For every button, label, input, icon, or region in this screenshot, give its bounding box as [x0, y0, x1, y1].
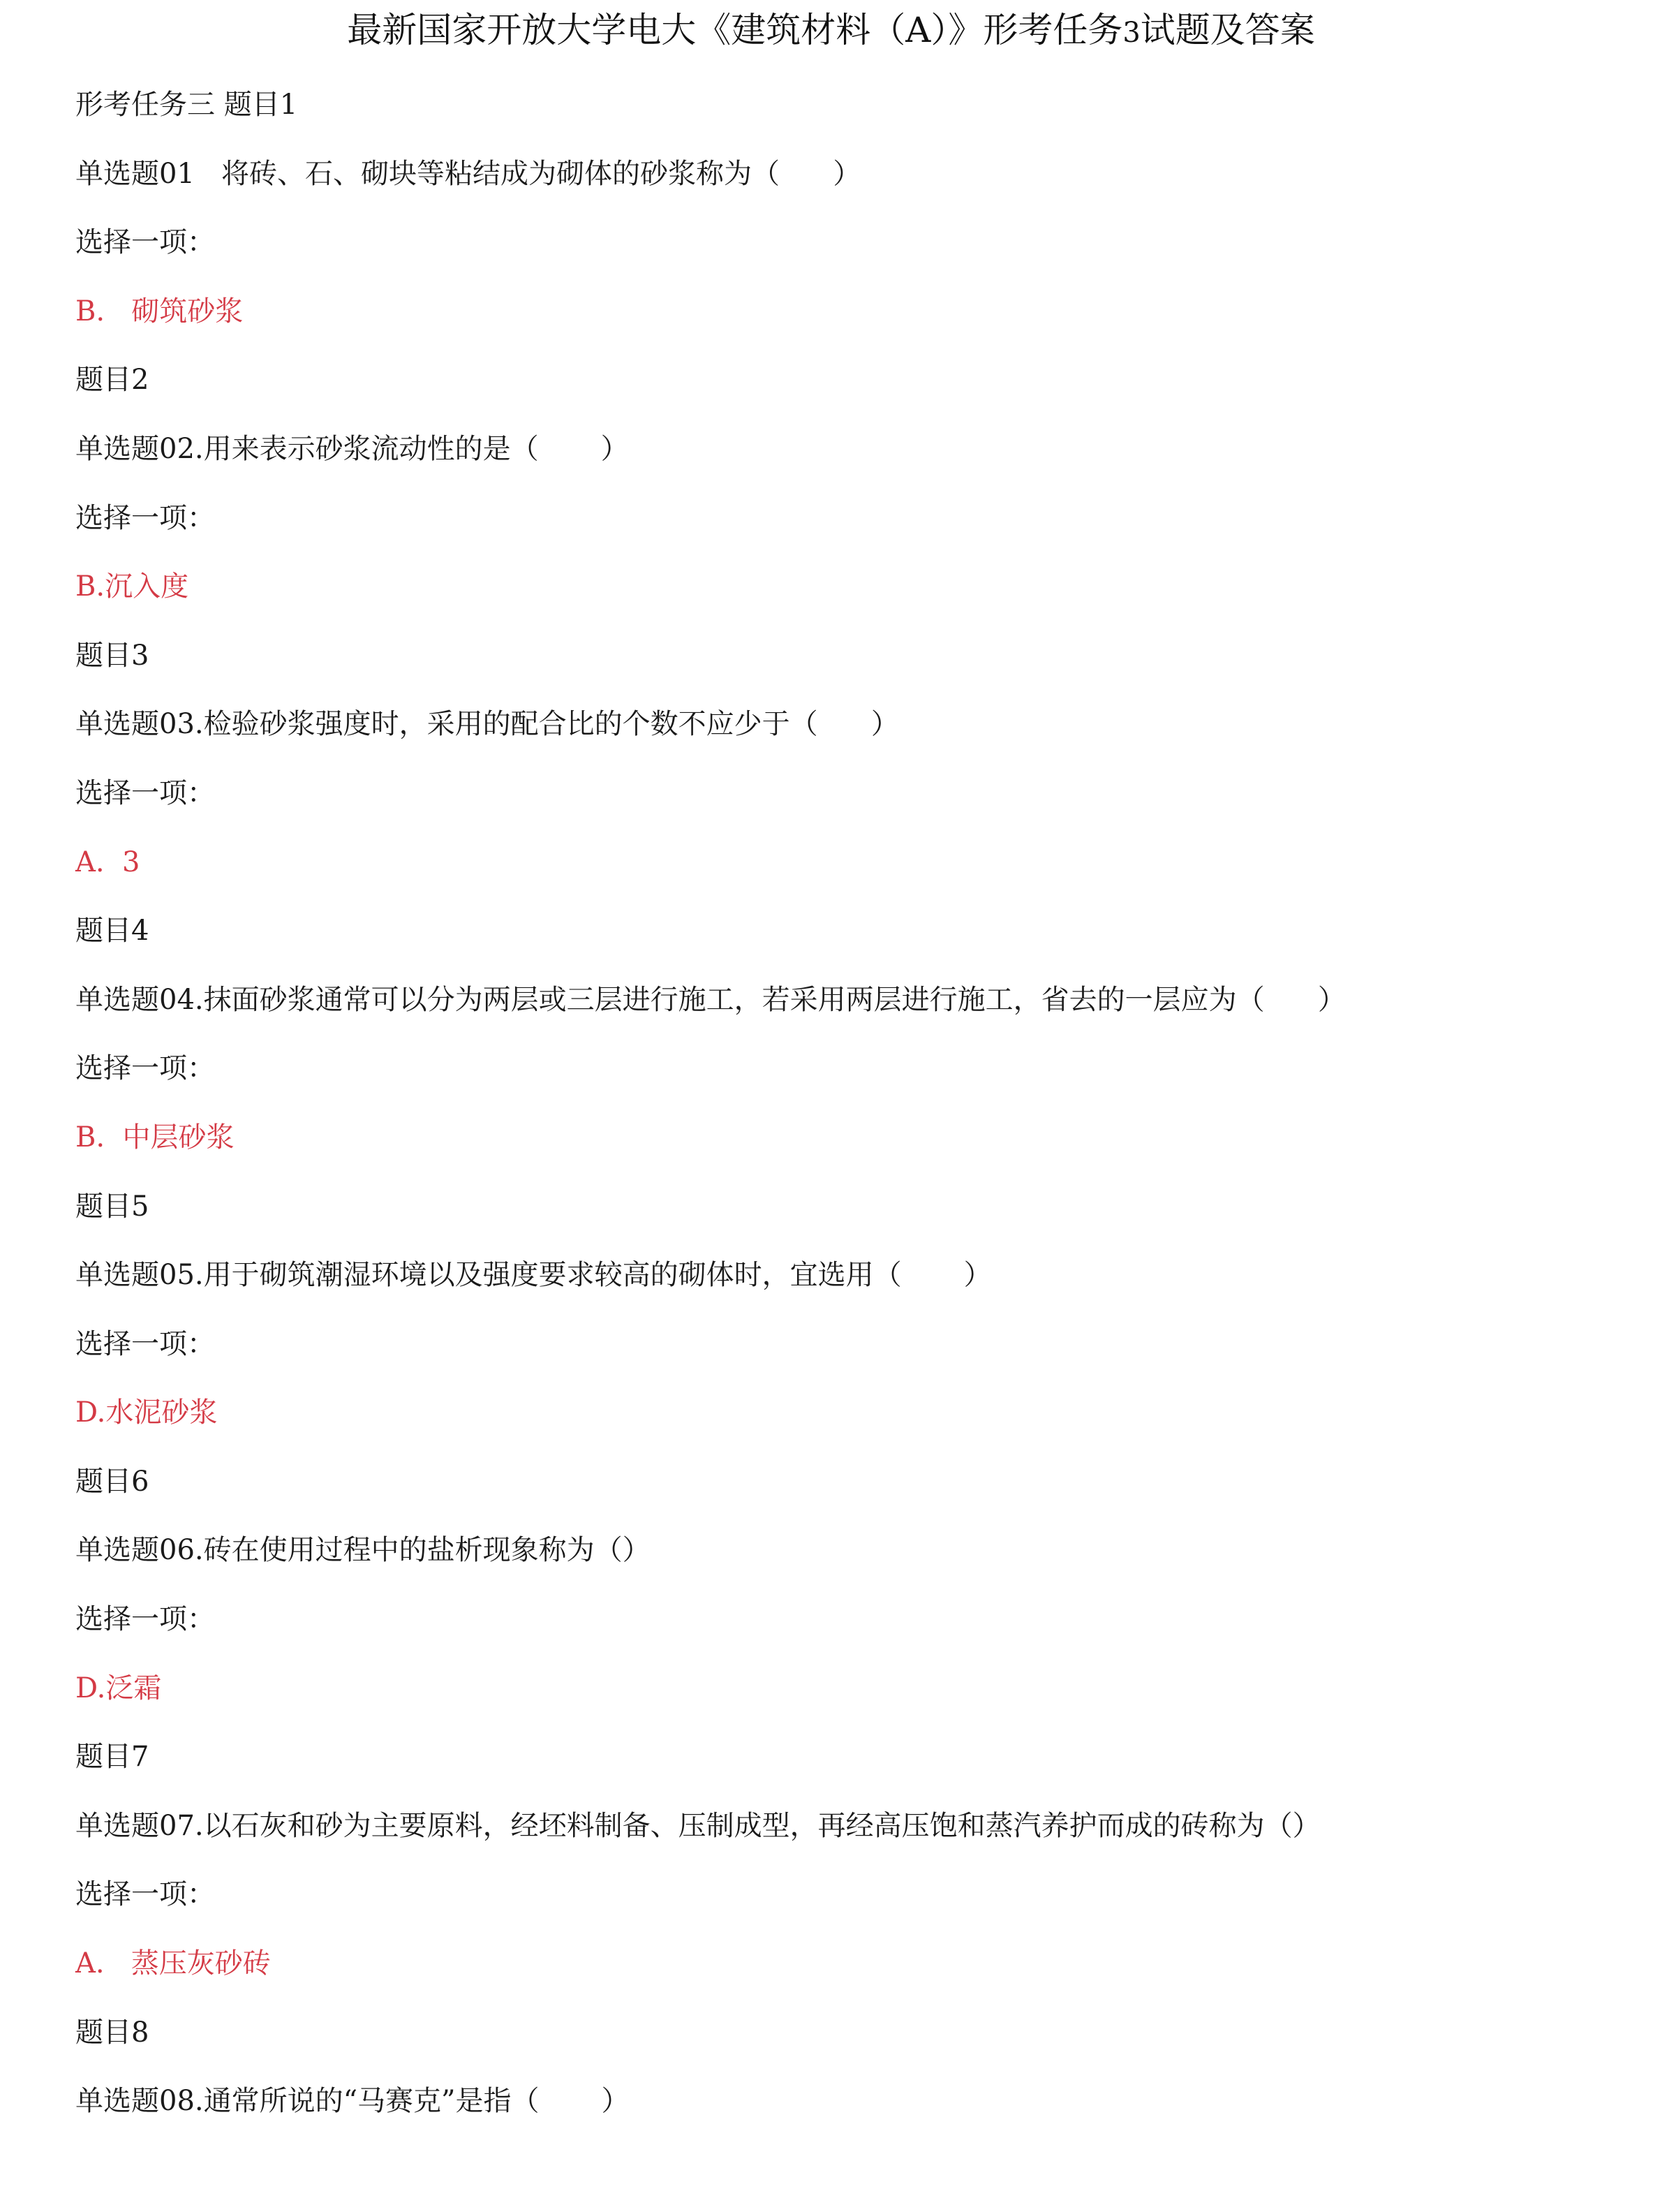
question-heading: 题目8: [75, 2016, 149, 2049]
document-body: [75, 84, 1611, 2149]
question-text: 单选题07.以石灰和砂为主要原料，经坯料制备、压制成型，再经高压饱和蒸汽养护而成的砖称为（）: [75, 1809, 1321, 1842]
question-text: 单选题06.砖在使用过程中的盐析现象称为（）: [75, 1534, 651, 1567]
question-text: 单选题01 将砖、石、砌块等粘结成为砌体的砂浆称为（ ）: [75, 157, 861, 190]
choose-one-prompt: 选择一项：: [75, 501, 215, 534]
correct-answer: D.水泥砂浆: [75, 1396, 218, 1429]
correct-answer: A. 蒸压灰砂砖: [75, 1947, 271, 1980]
document-title: [0, 6, 1662, 57]
choose-one-prompt: 选择一项：: [75, 776, 215, 809]
title-text-main: 最新国家开放大学电大《建筑材料（A）》形考任务: [347, 10, 1123, 50]
question-heading: 题目3: [75, 639, 149, 672]
question-text: 单选题08.通常所说的“马赛克”是指（ ）: [75, 2085, 630, 2118]
question-text: 单选题03.检验砂浆强度时，采用的配合比的个数不应少于（ ）: [75, 708, 899, 741]
choose-one-prompt: 选择一项：: [75, 226, 215, 259]
choose-one-prompt: 选择一项：: [75, 1052, 215, 1085]
correct-answer: B.沉入度: [75, 570, 189, 603]
question-heading: 题目5: [75, 1190, 149, 1223]
correct-answer: B. 砌筑砂浆: [75, 295, 244, 327]
correct-answer: A. 3: [75, 846, 140, 878]
question-heading: 题目6: [75, 1465, 149, 1498]
choose-one-prompt: 选择一项：: [75, 1327, 215, 1360]
choose-one-prompt: 选择一项：: [75, 1878, 215, 1911]
question-text: 单选题04.抹面砂浆通常可以分为两层或三层进行施工，若采用两层进行施工，省去的一层应为（ ）: [75, 983, 1346, 1016]
question-heading: 题目7: [75, 1741, 149, 1774]
title-task-number: 3: [1122, 17, 1141, 49]
title-text-tail: 试题及答案: [1140, 10, 1315, 50]
correct-answer: B. 中层砂浆: [75, 1121, 235, 1153]
question-text: 单选题05.用于砌筑潮湿环境以及强度要求较高的砌体时，宜选用（ ）: [75, 1259, 992, 1292]
choose-one-prompt: 选择一项：: [75, 1603, 215, 1636]
question-heading: 题目2: [75, 364, 149, 397]
question-heading: 形考任务三 题目1: [75, 89, 298, 121]
correct-answer: D.泛霜: [75, 1672, 162, 1704]
question-heading: 题目4: [75, 915, 149, 948]
question-text: 单选题02.用来表示砂浆流动性的是（ ）: [75, 432, 629, 465]
